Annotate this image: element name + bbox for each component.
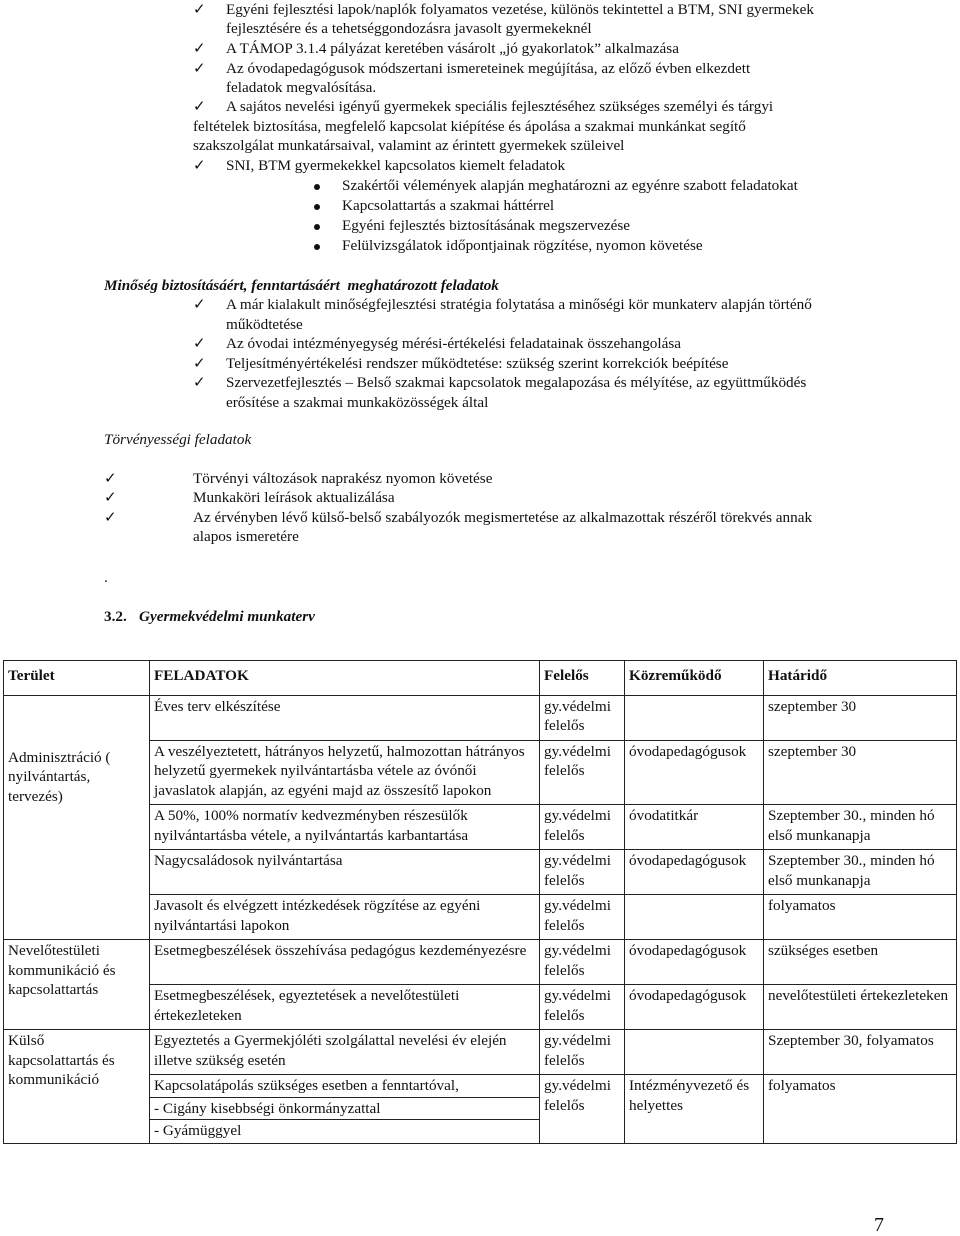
task-cell: A veszélyeztetett, hátrányos helyzetű, halmozottan hátrányos helyzetű gyermekek nyilvántartásba vétele az óvónői javaslatok alapján, az egyéni majd az összesítő lapokon — [150, 740, 540, 805]
cooperator-cell — [625, 695, 764, 740]
legal-line: Az érvényben lévő külső-belső szabályozók megismertetése az alkalmazottak részéről törekvés annak — [193, 509, 813, 526]
goal-line: szakszolgálat munkatársaival, valamint az érintett gyermekek szüleivel — [193, 137, 625, 154]
child-protection-table — [3, 660, 957, 1144]
check-icon: ✓ — [104, 508, 117, 526]
check-icon: ✓ — [193, 97, 206, 115]
goal-line: A TÁMOP 3.1.4 pályázat keretében vásárolt „jó gyakorlatok” alkalmazása — [226, 40, 679, 57]
legal-line: Munkaköri leírások aktualizálása — [193, 489, 395, 506]
responsible-cell: gy.védelmi felelős — [540, 740, 625, 805]
sni-subitem: Kapcsolattartás a szakmai háttérrel — [342, 197, 555, 214]
cooperator-cell: óvodapedagógusok — [625, 850, 764, 895]
quality-line: Teljesítményértékelési rendszer működtetése: szükség szerint korrekciók beépítése — [226, 355, 729, 372]
cooperator-cell: óvodapedagógusok — [625, 940, 764, 985]
table-header-row — [4, 661, 957, 696]
responsible-cell: gy.védelmi felelős — [540, 1030, 625, 1075]
table-row — [4, 940, 957, 985]
task-cell: Éves terv elkészítése — [150, 695, 540, 740]
deadline-cell: folyamatos — [764, 1075, 957, 1144]
check-icon: ✓ — [193, 59, 206, 77]
task-cell: Egyeztetés a Gyermekjóléti szolgálattal nevelési év elején illetve szükség esetén — [150, 1030, 540, 1075]
sni-subitem: Szakértői vélemények alapján meghatározni az egyénre szabott feladatokat — [342, 177, 798, 194]
task-cell: A 50%, 100% normatív kedvezményben részesülők nyilvántartásba vétele, a nyilvántartás karbantartása — [150, 805, 540, 850]
deadline-cell: szeptember 30 — [764, 740, 957, 805]
check-icon: ✓ — [193, 373, 206, 391]
bullet-icon — [314, 224, 320, 230]
quality-line: Az óvodai intézményegység mérési-értékelési feladatainak összehangolása — [226, 335, 682, 352]
cooperator-cell: óvodapedagógusok — [625, 985, 764, 1030]
deadline-cell: Szeptember 30., minden hó első munkanapja — [764, 850, 957, 895]
goal-line: SNI, BTM gyermekekkel kapcsolatos kiemelt feladatok — [226, 157, 566, 174]
deadline-cell: Szeptember 30, folyamatos — [764, 1030, 957, 1075]
table-row — [4, 1030, 957, 1075]
bullet-icon — [314, 184, 320, 190]
page-number: 7 — [874, 1214, 884, 1236]
section-title: Gyermekvédelmi munkaterv — [139, 608, 315, 625]
header-deadline: Határidő — [764, 661, 957, 696]
task-cell: Esetmegbeszélések összehívása pedagógus kezdeményezésre — [150, 940, 540, 985]
responsible-cell: gy.védelmi felelős — [540, 850, 625, 895]
area-staff: Nevelőtestületi kommunikáció és kapcsolattartás — [8, 942, 116, 998]
check-icon: ✓ — [193, 0, 206, 18]
task-cell: Esetmegbeszélések, egyeztetések a nevelőtestületi értekezleteken — [150, 985, 540, 1030]
goal-line: feltételek biztosítása, megfelelő kapcsolat kiépítése és ápolása a szakmai munkánkat segítő — [193, 118, 746, 135]
bullet-icon — [314, 204, 320, 210]
responsible-cell: gy.védelmi felelős — [540, 940, 625, 985]
area-external: Külső kapcsolattartás és kommunikáció — [8, 1032, 115, 1088]
legal-line: Törvényi változások naprakész nyomon követése — [193, 470, 493, 487]
area-cell — [4, 695, 150, 940]
quality-heading: Minőség biztosításáért, fenntartásáért meghatározott feladatok — [104, 277, 499, 294]
quality-line: Szervezetfejlesztés – Belső szakmai kapcsolatok megalapozása és mélyítése, az együttműködés — [226, 374, 807, 391]
area-cell — [4, 1030, 150, 1144]
task-line: - Cigány kisebbségi önkormányzattal — [150, 1098, 539, 1121]
responsible-cell: gy.védelmi felelős — [540, 895, 625, 940]
task-line: - Gyámüggyel — [154, 1122, 242, 1139]
cooperator-cell: Intézményvezető és helyettes — [625, 1075, 764, 1144]
responsible-cell: gy.védelmi felelős — [540, 1075, 625, 1144]
section-number: 3.2. — [104, 608, 127, 625]
cooperator-cell — [625, 895, 764, 940]
header-responsible: Felelős — [540, 661, 625, 696]
check-icon: ✓ — [193, 156, 206, 174]
check-icon: ✓ — [193, 334, 206, 352]
area-cell — [4, 940, 150, 1030]
responsible-cell: gy.védelmi felelős — [540, 805, 625, 850]
deadline-cell: nevelőtestületi értekezleteken — [764, 985, 957, 1030]
quality-line: A már kialakult minőségfejlesztési stratégia folytatása a minőségi kör munkaterv alapján történő — [226, 296, 812, 313]
task-cell: Nagycsaládosok nyilvántartása — [150, 850, 540, 895]
table-row — [4, 695, 957, 740]
task-line: Kapcsolatápolás szükséges esetben a fenntartóval, — [150, 1075, 539, 1098]
goal-line: feladatok megvalósítása. — [226, 79, 377, 96]
task-cell — [150, 1075, 540, 1144]
check-icon: ✓ — [104, 469, 117, 487]
check-icon: ✓ — [104, 488, 117, 506]
quality-line: erősítése a szakmai munkaközösségek által — [226, 394, 489, 411]
header-cooperator: Közreműködő — [625, 661, 764, 696]
bullet-icon — [314, 244, 320, 250]
check-icon: ✓ — [193, 39, 206, 57]
goal-line: fejlesztésére és a tehetséggondozásra javasolt gyermekeknél — [226, 20, 592, 37]
cooperator-cell — [625, 1030, 764, 1075]
header-tasks: FELADATOK — [150, 661, 540, 696]
responsible-cell: gy.védelmi felelős — [540, 985, 625, 1030]
deadline-cell: szeptember 30 — [764, 695, 957, 740]
cooperator-cell: óvodapedagógusok — [625, 740, 764, 805]
cooperator-cell: óvodatitkár — [625, 805, 764, 850]
area-admin: Adminisztráció ( nyilvántartás, tervezés) — [8, 748, 111, 805]
legal-line: alapos ismeretére — [193, 528, 299, 545]
deadline-cell: Szeptember 30., minden hó első munkanapja — [764, 805, 957, 850]
task-cell: Javasolt és elvégzett intézkedések rögzítése az egyéni nyilvántartási lapokon — [150, 895, 540, 940]
sni-subitem: Egyéni fejlesztés biztosításának megszervezése — [342, 217, 631, 234]
check-icon: ✓ — [193, 295, 206, 313]
deadline-cell: folyamatos — [764, 895, 957, 940]
header-area: Terület — [4, 661, 150, 696]
check-icon: ✓ — [193, 354, 206, 372]
goal-line: Egyéni fejlesztési lapok/naplók folyamatos vezetése, különös tekintettel a BTM, SNI gyermekek — [226, 1, 814, 18]
goal-line: A sajátos nevelési igényű gyermekek speciális fejlesztéséhez szükséges személyi és tárgyi — [226, 98, 774, 115]
stray-dot: . — [104, 569, 108, 586]
sni-subitem: Felülvizsgálatok időpontjainak rögzítése, nyomon követése — [342, 237, 703, 254]
responsible-cell: gy.védelmi felelős — [540, 695, 625, 740]
deadline-cell: szükséges esetben — [764, 940, 957, 985]
legal-heading: Törvényességi feladatok — [104, 431, 252, 448]
quality-line: működtetése — [226, 316, 303, 333]
goal-line: Az óvodapedagógusok módszertani ismereteinek megújítása, az előző évben elkezdett — [226, 60, 751, 77]
